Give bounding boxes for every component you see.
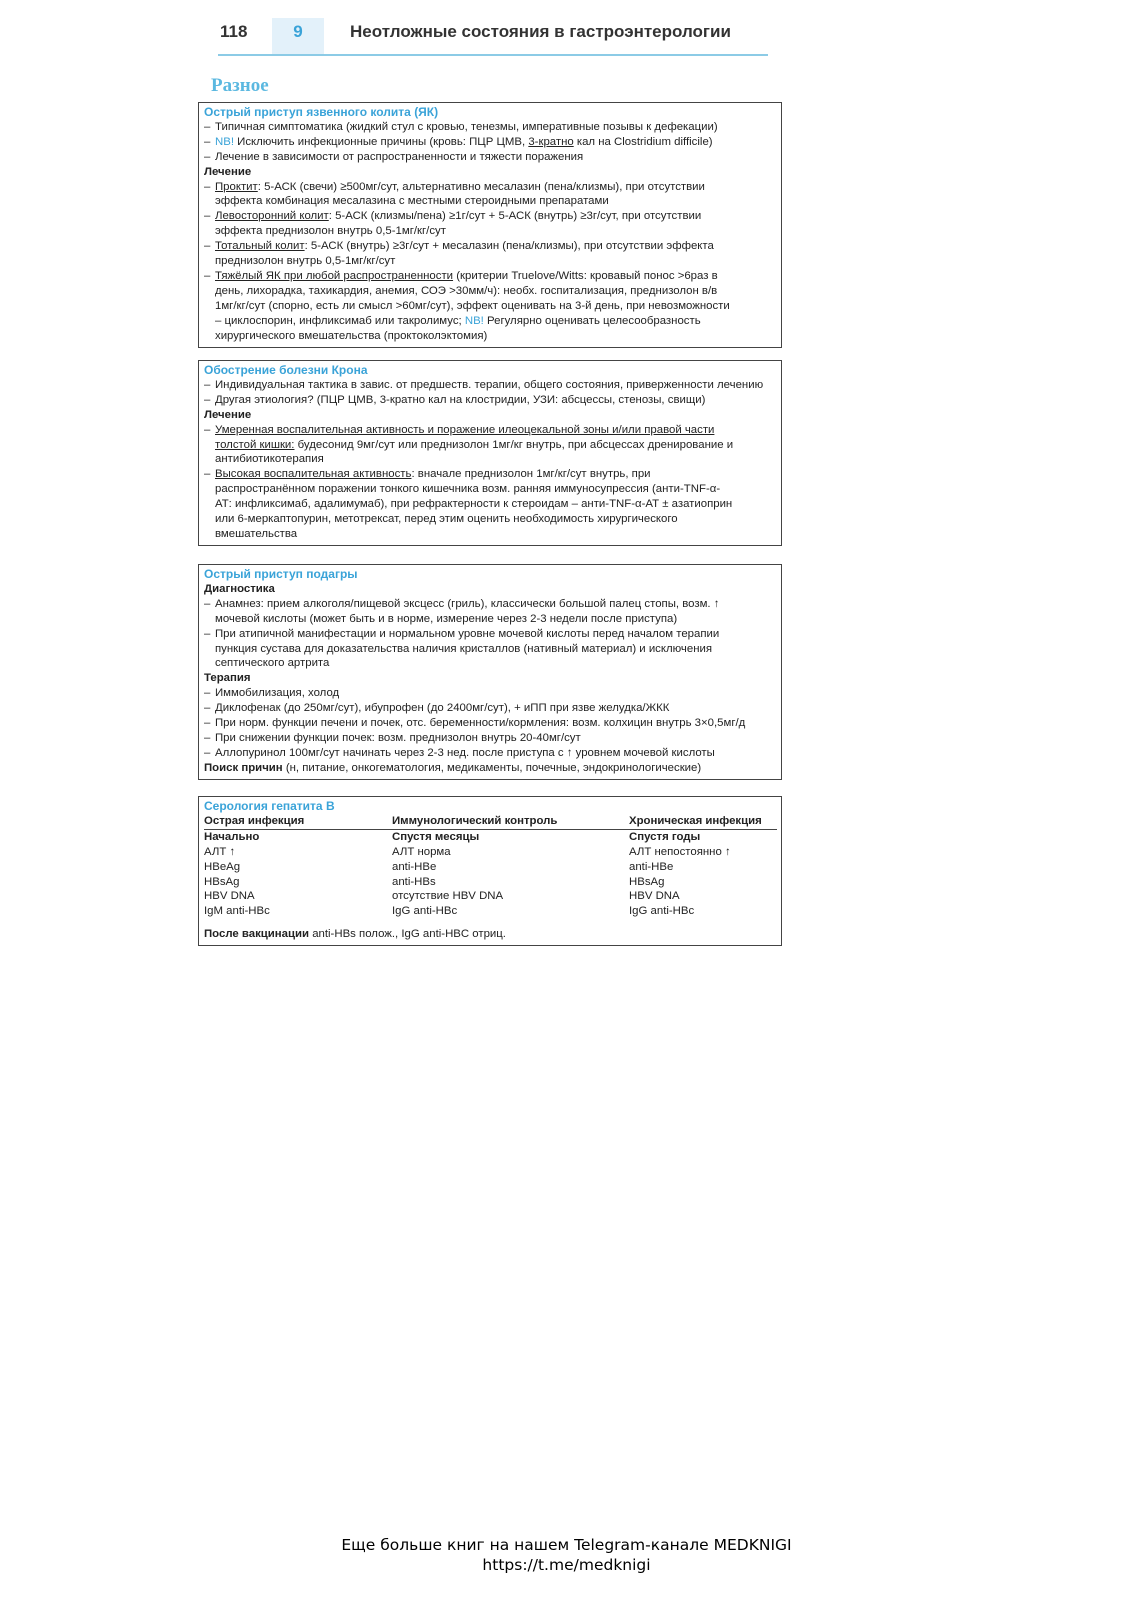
table-subheader-cell: Начально	[204, 830, 260, 843]
table-subheader-cell: Спустя месяцы	[392, 830, 480, 843]
list-item: – Тотальный колит: 5-АСК (внутрь) ≥3г/сут + месалазин (пена/клизмы), при отсутствии эффекта преднизолон внутрь 0,5-1мг/кг/сут	[204, 240, 714, 268]
table-subheader-cell: Спустя годы	[629, 830, 701, 843]
gout-therapy-heading: Терапия	[204, 672, 251, 685]
table-cell: HBsAg	[629, 875, 665, 888]
footer-promo: Еще больше книг на нашем Telegram-канале MEDKNIGI	[341, 1536, 792, 1554]
table-row	[204, 860, 777, 875]
list-item: – Диклофенак (до 250мг/сут), ибупрофен (до 2400мг/сут), + иПП при язве желудка/ЖКК	[204, 702, 670, 715]
list-item: – Тяжёлый ЯК при любой распространенности (критерии Truelove/Witts: кровавый понос >6раз в день, лихорадка, тахикардия, анемия, СОЭ >30мм/ч): необх. госпитализация, преднизолон в/в 1мг/кг/сут (спорно, есть ли смысл >60мг/сут), эффект оценивать на 3-й день, при невозможности – циклоспорин, инфликсимаб или такролимус; NB! Регулярно оценивать целесообразность хирургического вмешательства (проктоколэктомия)	[204, 269, 730, 342]
footer-link[interactable]: https://t.me/medknigi	[482, 1556, 651, 1574]
crohn-title: Обострение болезни Крона	[204, 363, 368, 377]
table-header-cell: Острая инфекция	[204, 814, 392, 829]
list-item: – При атипичной манифестации и нормальном уровне мочевой кислоты перед началом терапии пункция сустава для доказательства наличия кристаллов (нативный материал) и исключения септического артрита	[204, 627, 720, 670]
table-cell: HBV DNA	[204, 890, 255, 903]
list-item: – Лечение в зависимости от распространенности и тяжести поражения	[204, 150, 584, 163]
gout-diagnostics-heading: Диагностика	[204, 582, 275, 595]
table-cell: anti-HBe	[392, 860, 437, 873]
list-item: – Левосторонний колит: 5-АСК (клизмы/пена) ≥1г/сут + 5-АСК (внутрь) ≥3г/сут, при отсутствии эффекта преднизолон внутрь 0,5-1мг/кг/сут	[204, 210, 702, 238]
hbv-vaccination-note: После вакцинации anti-HBs полож., IgG anti-HBC отриц.	[204, 928, 506, 941]
table-header-row	[204, 814, 777, 829]
list-item: – Умеренная воспалительная активность и поражение илеоцекальной зоны и/или правой части толстой кишки: будесонид 9мг/сут или преднизолон 1мг/кг внутрь, при абсцессах дренирование и антибиотикотерапия	[204, 423, 734, 466]
table-header-cell: Иммунологический контроль	[392, 814, 629, 829]
crohn-treatment-heading: Лечение	[204, 408, 252, 421]
table-cell: anti-HBs	[392, 875, 436, 888]
nb-marker: NB!	[215, 135, 234, 148]
table-cell: АЛТ ↑	[204, 845, 236, 858]
chapter-title: Неотложные состояния в гастроэнтерологии	[350, 22, 731, 41]
table-header-cell: Хроническая инфекция	[629, 814, 777, 829]
table-cell: IgM anti-HBc	[204, 905, 270, 918]
table-cell: АЛТ норма	[392, 845, 451, 858]
list-item: – Иммобилизация, холод	[204, 687, 340, 700]
footer	[0, 1535, 1133, 1575]
table-cell: HBeAg	[204, 860, 241, 873]
table-cell: IgG anti-HBc	[629, 905, 695, 918]
table-cell: HBsAg	[204, 875, 240, 888]
hbv-table	[204, 814, 777, 919]
hbv-title: Серология гепатита В	[204, 799, 335, 813]
page-number: 118	[220, 22, 248, 41]
list-item: – Анамнез: прием алкоголя/пищевой эксцесс (гриль), классически большой палец стопы, возм. ↑ мочевой кислоты (может быть и в норме, измерение через 2-3 недели после приступа)	[204, 597, 720, 625]
table-row	[204, 904, 777, 919]
table-cell: HBV DNA	[629, 890, 680, 903]
list-item: – Типичная симптоматика (жидкий стул с кровью, тенезмы, императивные позывы к дефекации)	[204, 120, 718, 133]
crohn-box	[198, 360, 782, 546]
list-item: – Проктит: 5-АСК (свечи) ≥500мг/сут, альтернативно месалазин (пена/клизмы), при отсутствии эффекта комбинация месалазина с местными стероидными препаратами	[204, 180, 705, 208]
list-item: – NB! Исключить инфекционные причины (кровь: ПЦР ЦМВ, 3-кратно кал на Clostridium difficile)	[204, 135, 713, 148]
section-title: Разное	[211, 75, 269, 96]
list-item: – Высокая воспалительная активность: вначале преднизолон 1мг/кг/сут внутрь, при распространённом поражении тонкого кишечника возм. ранняя иммуносупрессия (анти-TNF-α- АТ: инфликсимаб, адалимумаб), при рефрактерности к стероидам – анти-TNF-α-АТ ± азатиоприн или 6-меркаптопурин, метотрексат, перед этим оценить необходимость хирургического вмешательства	[204, 468, 733, 540]
table-cell: АЛТ непостоянно ↑	[629, 845, 731, 858]
table-row	[204, 875, 777, 890]
gout-box	[198, 564, 782, 780]
table-cell: IgG anti-HBc	[392, 905, 458, 918]
uc-treatment-heading: Лечение	[204, 165, 252, 178]
table-cell: отсутствие HBV DNA	[392, 890, 504, 903]
uc-title: Острый приступ язвенного колита (ЯК)	[204, 105, 439, 119]
hbv-box	[198, 796, 782, 946]
list-item: – При норм. функции печени и почек, отс. беременности/кормления: возм. колхицин внутрь 3×0,5мг/д	[204, 717, 746, 730]
uc-box	[198, 102, 782, 348]
list-item: – Другая этиология? (ПЦР ЦМВ, 3-кратно кал на клостридии, УЗИ: абсцессы, стенозы, свищи)	[204, 393, 706, 406]
table-cell: anti-HBe	[629, 860, 674, 873]
table-row	[204, 845, 777, 860]
chapter-number: 9	[272, 18, 324, 54]
list-item: – Индивидуальная тактика в завис. от предшеств. терапии, общего состояния, приверженности лечению	[204, 378, 764, 391]
gout-title: Острый приступ подагры	[204, 567, 358, 581]
nb-marker: NB!	[464, 314, 484, 327]
list-item: – При снижении функции почек: возм. преднизолон внутрь 20-40мг/сут	[204, 731, 581, 744]
table-row	[204, 889, 777, 904]
table-subheader-row	[204, 829, 777, 844]
gout-causes: Поиск причин (н, питание, онкогематология, медикаменты, почечные, эндокринологические)	[204, 761, 702, 774]
page-header	[218, 18, 768, 56]
list-item: – Аллопуринол 100мг/сут начинать через 2-3 нед. после приступа с ↑ уровнем мочевой кислоты	[204, 746, 715, 759]
